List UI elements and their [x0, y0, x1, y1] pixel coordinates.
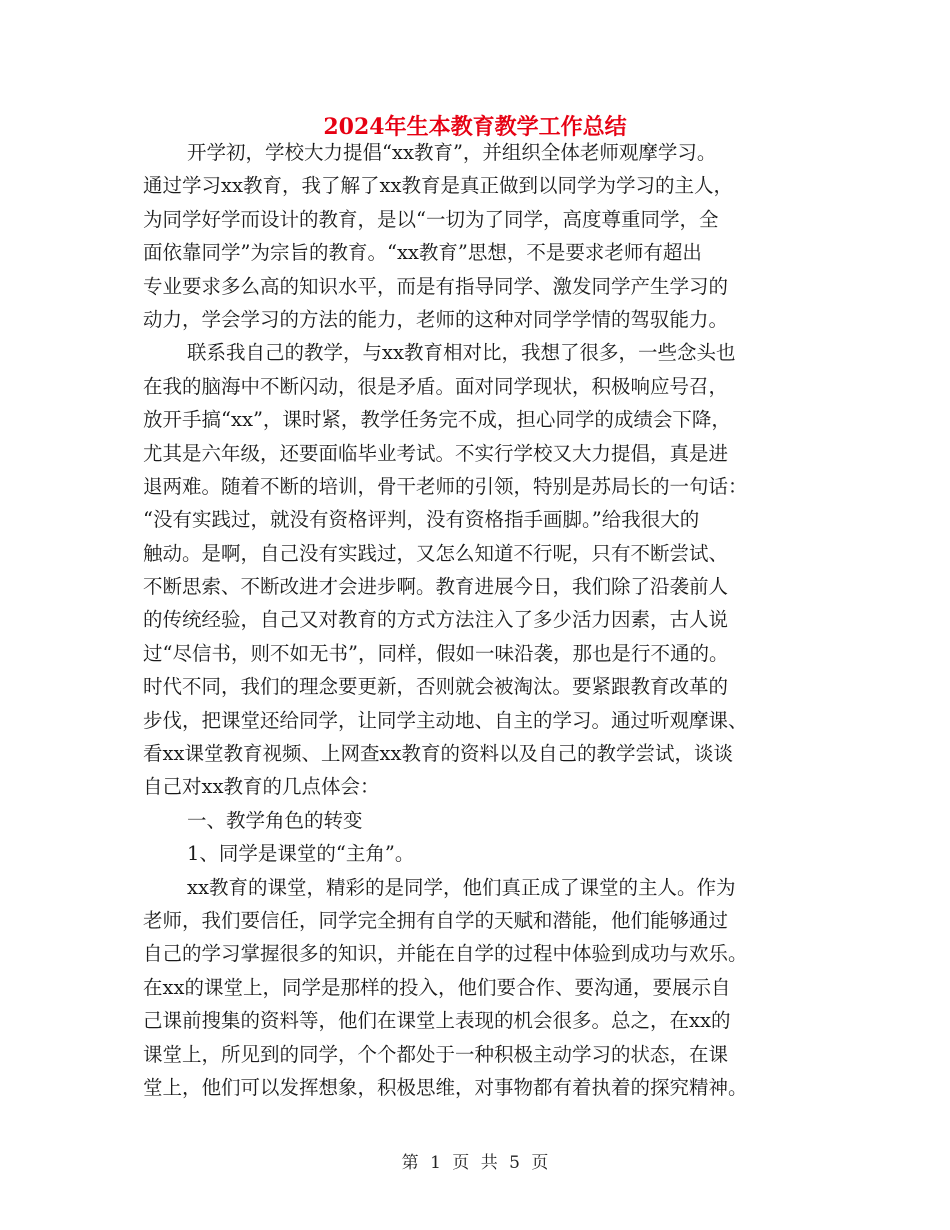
paragraph-line: xx教育的课堂，精彩的是同学，他们真正成了课堂的主人。作为 — [187, 875, 736, 899]
paragraph-line: 堂上，他们可以发挥想象，积极思维，对事物都有着执着的探究精神。 — [143, 1075, 748, 1099]
paragraph-line: 联系我自己的教学，与xx教育相对比，我想了很多，一些念头也 — [187, 341, 736, 365]
document-title: 2024年生本教育教学工作总结 — [323, 114, 627, 140]
paragraph-line: 面依靠同学”为宗旨的教育。“xx教育”思想，不是要求老师有超出 — [143, 241, 702, 265]
subsection-heading: 1、同学是课堂的“主角”。 — [187, 842, 415, 866]
paragraph-line: 动力，学会学习的方法的能力，老师的这种对同学学情的驾驭能力。 — [143, 307, 729, 331]
paragraph-line: 退两难。随着不断的培训，骨干老师的引领，特别是苏局长的一句话： — [143, 474, 748, 498]
paragraph-line: 老师，我们要信任，同学完全拥有自学的天赋和潜能，他们能够通过 — [143, 908, 729, 932]
paragraph-line: 步伐，把课堂还给同学，让同学主动地、自主的学习。通过听观摩课、 — [143, 708, 748, 732]
paragraph-line: 看xx课堂教育视频、上网查xx教育的资料以及自己的教学尝试，谈谈 — [143, 742, 733, 766]
paragraph-line: 为同学好学而设计的教育，是以“一切为了同学，高度尊重同学，全 — [143, 207, 719, 231]
paragraph-line: 专业要求多么高的知识水平，而是有指导同学、激发同学产生学习的 — [143, 274, 729, 298]
document-body — [143, 136, 813, 1104]
paragraph-line: 尤其是六年级，还要面临毕业考试。不实行学校又大力提倡，真是进 — [143, 441, 729, 465]
paragraph-line: 不断思索、不断改进才会进步啊。教育进展今日，我们除了沿袭前人 — [143, 575, 729, 599]
paragraph-line: 触动。是啊，自己没有实践过，又怎么知道不行呢，只有不断尝试、 — [143, 541, 729, 565]
paragraph-line: 自己的学习掌握很多的知识，并能在自学的过程中体验到成功与欢乐。 — [143, 942, 748, 966]
paragraph-line: 时代不同，我们的理念要更新，否则就会被淘汰。要紧跟教育改革的 — [143, 675, 729, 699]
paragraph-line: 己课前搜集的资料等，他们在课堂上表现的机会很多。总之，在xx的 — [143, 1009, 731, 1033]
paragraph-line: 开学初，学校大力提倡“xx教育”，并组织全体老师观摩学习。 — [187, 141, 717, 164]
paragraph-line: 在xx的课堂上，同学是那样的投入，他们要合作、要沟通，要展示自 — [143, 975, 731, 999]
section-heading: 一、教学角色的转变 — [187, 808, 363, 832]
paragraph-line: “没有实践过，就没有资格评判，没有资格指手画脚。”给我很大的 — [143, 508, 700, 532]
page-number-footer: 第 1 页 共 5 页 — [401, 1153, 549, 1173]
paragraph-line: 过“尽信书，则不如无书”，同样，假如一味沿袭，那也是行不通的。 — [143, 641, 729, 665]
paragraph-line: 课堂上，所见到的同学，个个都处于一种积极主动学习的状态，在课 — [143, 1042, 729, 1066]
paragraph-line: 自己对xx教育的几点体会： — [143, 775, 380, 799]
paragraph-line: 在我的脑海中不断闪动，很是矛盾。面对同学现状，积极响应号召， — [143, 374, 729, 398]
paragraph-line: 放开手搞“xx”，课时紧，教学任务完不成，担心同学的成绩会下降， — [143, 408, 731, 432]
paragraph-line: 的传统经验，自己又对教育的方式方法注入了多少活力因素，古人说 — [143, 608, 729, 632]
paragraph-line: 通过学习xx教育，我了解了xx教育是真正做到以同学为学习的主人， — [143, 174, 733, 198]
